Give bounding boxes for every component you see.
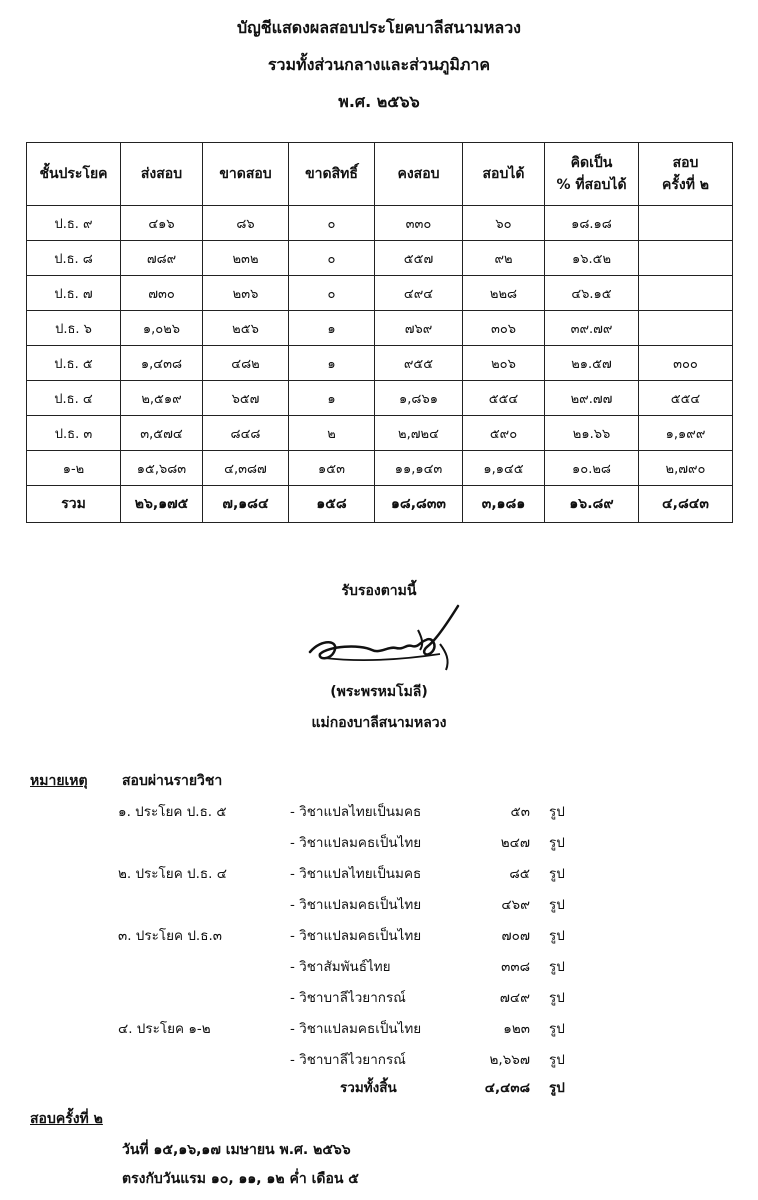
subject-count: ๒๔๗ bbox=[500, 835, 530, 851]
table-row bbox=[27, 346, 733, 381]
subject-unit: รูป bbox=[549, 804, 565, 820]
table-row bbox=[27, 206, 733, 241]
document-subtitle: รวมทั้งส่วนกลางและส่วนภูมิภาค bbox=[267, 55, 491, 74]
cell-submitted: ๑,๐๒๖ bbox=[121, 311, 203, 346]
cell-round2: ๑,๑๙๙ bbox=[639, 416, 733, 451]
document-year: พ.ศ. ๒๕๖๖ bbox=[338, 92, 420, 111]
signatory-title: แม่กองบาลีสนามหลวง bbox=[311, 715, 447, 731]
table-header-row bbox=[27, 143, 733, 206]
col-header-percent: คิดเป็น % ที่สอบได้ bbox=[545, 143, 639, 206]
subject-name: - วิชาแปลมคธเป็นไทย bbox=[290, 928, 422, 944]
cell-round2: ๓๐๐ bbox=[639, 346, 733, 381]
cell-passed: ๙๒ bbox=[463, 241, 545, 276]
cell-absent: ๒๓๒ bbox=[203, 241, 289, 276]
cell-round2 bbox=[639, 311, 733, 346]
cell-level: ป.ธ. ๗ bbox=[27, 276, 121, 311]
list-item bbox=[0, 924, 758, 946]
list-item bbox=[0, 1048, 758, 1070]
cell-remaining: ๔๙๔ bbox=[375, 276, 463, 311]
cell-submitted: ๒,๕๑๙ bbox=[121, 381, 203, 416]
cell-percent: ๑๖.๕๒ bbox=[545, 241, 639, 276]
cell-percent: ๒๑.๕๗ bbox=[545, 346, 639, 381]
cell-level: ป.ธ. ๙ bbox=[27, 206, 121, 241]
cell-percent: ๒๑.๖๖ bbox=[545, 416, 639, 451]
document-title: บัญชีแสดงผลสอบประโยคบาลีสนามหลวง bbox=[237, 18, 521, 37]
cell-round2: ๒,๗๙๐ bbox=[639, 451, 733, 486]
subject-name: - วิชาแปลมคธเป็นไทย bbox=[290, 835, 422, 851]
subject-unit: รูป bbox=[549, 897, 565, 913]
subject-count: ๗๐๗ bbox=[501, 928, 530, 944]
table-row bbox=[27, 451, 733, 486]
cell-absent: ๘๖ bbox=[203, 206, 289, 241]
total-cell-percent: ๑๖.๘๙ bbox=[545, 486, 639, 523]
cell-percent: ๒๙.๗๗ bbox=[545, 381, 639, 416]
subject-count: ๘๕ bbox=[509, 866, 530, 882]
total-cell-round2: ๔,๘๔๓ bbox=[639, 486, 733, 523]
notes-total-unit: รูป bbox=[549, 1080, 565, 1096]
table-total-row bbox=[27, 486, 733, 523]
subject-count: ๓๓๘ bbox=[501, 959, 530, 975]
total-cell-level: รวม bbox=[27, 486, 121, 523]
cell-remaining: ๑๑,๑๔๓ bbox=[375, 451, 463, 486]
cell-percent: ๓๙.๗๙ bbox=[545, 311, 639, 346]
round2-label: สอบครั้งที่ ๒ bbox=[30, 1111, 103, 1127]
table-row bbox=[27, 416, 733, 451]
cell-passed: ๖๐ bbox=[463, 206, 545, 241]
cell-percent: ๔๖.๑๕ bbox=[545, 276, 639, 311]
subject-unit: รูป bbox=[549, 1021, 565, 1037]
cell-disqualified: ๒ bbox=[289, 416, 375, 451]
col-header-disqualified: ขาดสิทธิ์ bbox=[289, 143, 375, 206]
subject-count: ๕๓ bbox=[510, 804, 530, 820]
notes-total-label: รวมทั้งสิ้น bbox=[340, 1080, 397, 1096]
cell-passed: ๒๒๘ bbox=[463, 276, 545, 311]
cell-disqualified: ๑ bbox=[289, 381, 375, 416]
list-item bbox=[0, 800, 758, 822]
notes-label: หมายเหตุ bbox=[30, 773, 88, 789]
cell-submitted: ๔๑๖ bbox=[121, 206, 203, 241]
notes-total-row bbox=[0, 1076, 758, 1098]
cell-level: ป.ธ. ๕ bbox=[27, 346, 121, 381]
handwritten-signature bbox=[300, 600, 470, 680]
col-header-absent: ขาดสอบ bbox=[203, 143, 289, 206]
cell-submitted: ๓,๕๗๔ bbox=[121, 416, 203, 451]
cell-disqualified: ๑ bbox=[289, 311, 375, 346]
subject-name: - วิชาแปลมคธเป็นไทย bbox=[290, 1021, 422, 1037]
cell-submitted: ๑๕,๖๘๓ bbox=[121, 451, 203, 486]
certification-text: รับรองตามนี้ bbox=[341, 583, 417, 599]
notes-total-count: ๔,๔๓๘ bbox=[484, 1080, 530, 1096]
round2-lunar-date: ตรงกับวันแรม ๑๐, ๑๑, ๑๒ ค่ำ เดือน ๕ bbox=[122, 1171, 359, 1187]
cell-passed: ๕๙๐ bbox=[463, 416, 545, 451]
subject-count: ๗๔๙ bbox=[499, 990, 530, 1006]
subject-name: - วิชาแปลไทยเป็นมคธ bbox=[290, 866, 422, 882]
exam-level-group: ๒. ประโยค ป.ธ. ๔ bbox=[118, 866, 227, 882]
cell-absent: ๖๕๗ bbox=[203, 381, 289, 416]
cell-remaining: ๓๓๐ bbox=[375, 206, 463, 241]
cell-round2 bbox=[639, 241, 733, 276]
col-header-remaining: คงสอบ bbox=[375, 143, 463, 206]
cell-level: ป.ธ. ๖ bbox=[27, 311, 121, 346]
subject-count: ๔๖๙ bbox=[501, 897, 530, 913]
cell-remaining: ๒,๗๒๔ bbox=[375, 416, 463, 451]
cell-passed: ๓๐๖ bbox=[463, 311, 545, 346]
subject-unit: รูป bbox=[549, 866, 565, 882]
results-table bbox=[26, 142, 733, 523]
subject-unit: รูป bbox=[549, 928, 565, 944]
subject-unit: รูป bbox=[549, 959, 565, 975]
list-item bbox=[0, 831, 758, 853]
cell-passed: ๕๕๔ bbox=[463, 381, 545, 416]
cell-level: ๑-๒ bbox=[27, 451, 121, 486]
table-row bbox=[27, 241, 733, 276]
cell-passed: ๒๐๖ bbox=[463, 346, 545, 381]
total-cell-remaining: ๑๘,๘๓๓ bbox=[375, 486, 463, 523]
cell-level: ป.ธ. ๓ bbox=[27, 416, 121, 451]
total-cell-passed: ๓,๑๘๑ bbox=[463, 486, 545, 523]
cell-submitted: ๑,๔๓๘ bbox=[121, 346, 203, 381]
subject-unit: รูป bbox=[549, 1052, 565, 1068]
cell-percent: ๑๐.๒๘ bbox=[545, 451, 639, 486]
cell-disqualified: ๑ bbox=[289, 346, 375, 381]
col-header-level: ชั้นประโยค bbox=[27, 143, 121, 206]
cell-level: ป.ธ. ๘ bbox=[27, 241, 121, 276]
cell-disqualified: ๐ bbox=[289, 206, 375, 241]
list-item bbox=[0, 955, 758, 977]
cell-absent: ๒๓๖ bbox=[203, 276, 289, 311]
exam-level-group: ๔. ประโยค ๑-๒ bbox=[118, 1021, 211, 1037]
subject-name: - วิชาสัมพันธ์ไทย bbox=[290, 959, 391, 975]
subject-name: - วิชาบาลีไวยากรณ์ bbox=[290, 990, 406, 1006]
total-cell-submitted: ๒๖,๑๗๕ bbox=[121, 486, 203, 523]
subject-count: ๑๒๓ bbox=[503, 1021, 530, 1037]
subject-name: - วิชาแปลมคธเป็นไทย bbox=[290, 897, 422, 913]
cell-round2 bbox=[639, 206, 733, 241]
subject-unit: รูป bbox=[549, 835, 565, 851]
col-header-submitted: ส่งสอบ bbox=[121, 143, 203, 206]
cell-round2 bbox=[639, 276, 733, 311]
cell-remaining: ๙๕๕ bbox=[375, 346, 463, 381]
cell-absent: ๔,๓๘๗ bbox=[203, 451, 289, 486]
col-header-passed: สอบได้ bbox=[463, 143, 545, 206]
table-row bbox=[27, 276, 733, 311]
list-item bbox=[0, 986, 758, 1008]
total-cell-disqualified: ๑๕๘ bbox=[289, 486, 375, 523]
round2-date: วันที่ ๑๕,๑๖,๑๗ เมษายน พ.ศ. ๒๕๖๖ bbox=[122, 1142, 351, 1158]
cell-percent: ๑๘.๑๘ bbox=[545, 206, 639, 241]
col-header-round2: สอบ ครั้งที่ ๒ bbox=[639, 143, 733, 206]
cell-disqualified: ๐ bbox=[289, 241, 375, 276]
exam-level-group: ๓. ประโยค ป.ธ.๓ bbox=[118, 928, 222, 944]
list-item bbox=[0, 862, 758, 884]
cell-remaining: ๗๖๙ bbox=[375, 311, 463, 346]
subject-unit: รูป bbox=[549, 990, 565, 1006]
subject-name: - วิชาบาลีไวยากรณ์ bbox=[290, 1052, 406, 1068]
table-row bbox=[27, 381, 733, 416]
cell-disqualified: ๐ bbox=[289, 276, 375, 311]
table-row bbox=[27, 311, 733, 346]
cell-level: ป.ธ. ๔ bbox=[27, 381, 121, 416]
cell-absent: ๘๔๘ bbox=[203, 416, 289, 451]
cell-absent: ๒๕๖ bbox=[203, 311, 289, 346]
exam-level-group: ๑. ประโยค ป.ธ. ๕ bbox=[118, 804, 227, 820]
notes-subtitle: สอบผ่านรายวิชา bbox=[122, 773, 223, 789]
cell-submitted: ๗๘๙ bbox=[121, 241, 203, 276]
total-cell-absent: ๗,๑๘๔ bbox=[203, 486, 289, 523]
signatory-name: (พระพรหมโมลี) bbox=[330, 684, 428, 700]
cell-passed: ๑,๑๔๕ bbox=[463, 451, 545, 486]
subject-name: - วิชาแปลไทยเป็นมคธ bbox=[290, 804, 422, 820]
cell-remaining: ๕๕๗ bbox=[375, 241, 463, 276]
cell-disqualified: ๑๕๓ bbox=[289, 451, 375, 486]
list-item bbox=[0, 1017, 758, 1039]
cell-round2: ๕๕๔ bbox=[639, 381, 733, 416]
list-item bbox=[0, 893, 758, 915]
subject-count: ๒,๖๖๗ bbox=[489, 1052, 530, 1068]
cell-submitted: ๗๓๐ bbox=[121, 276, 203, 311]
cell-remaining: ๑,๘๖๑ bbox=[375, 381, 463, 416]
cell-absent: ๔๘๒ bbox=[203, 346, 289, 381]
